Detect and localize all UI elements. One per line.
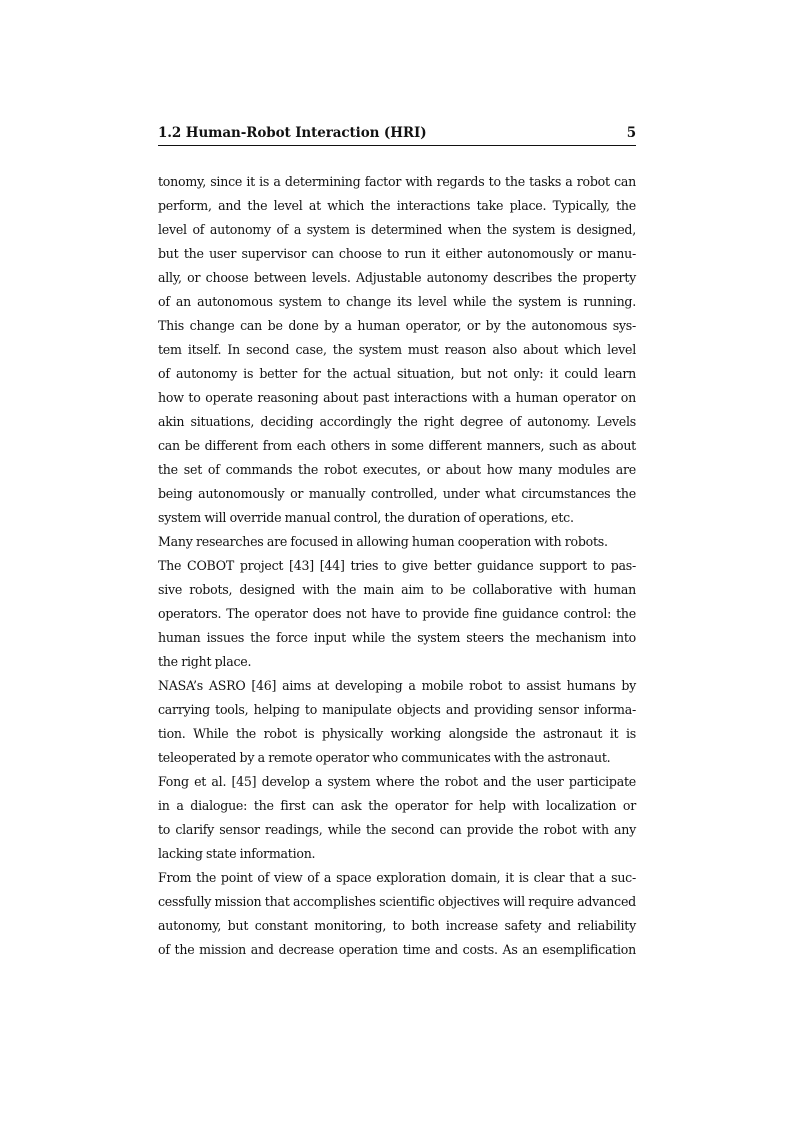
running-header: [158, 125, 636, 143]
text-line: carrying tools, helping to manipulate objects and providing sensor informa-: [158, 702, 636, 717]
text-line: of autonomy is better for the actual situation, but not only: it could learn: [158, 366, 636, 381]
text-line: the set of commands the robot executes, or about how many modules are: [158, 462, 636, 477]
text-line: tonomy, since it is a determining factor with regards to the tasks a robot can: [158, 174, 636, 189]
text-line: cessfully mission that accomplishes scientific objectives will require advanced: [158, 894, 636, 909]
text-line: tion. While the robot is physically working alongside the astronaut it is: [158, 726, 636, 741]
text-line: can be different from each others in some different manners, such as about: [158, 438, 636, 453]
text-line: perform, and the level at which the interactions take place. Typically, the: [158, 198, 636, 213]
text-line: level of autonomy of a system is determined when the system is designed,: [158, 222, 636, 237]
text-line: lacking state information.: [158, 846, 316, 861]
text-line: teleoperated by a remote operator who communicates with the astronaut.: [158, 750, 611, 765]
header-rule: [158, 145, 636, 146]
text-line: system will override manual control, the duration of operations, etc.: [158, 510, 574, 525]
text-line: NASA’s ASRO [46] aims at developing a mobile robot to assist humans by: [158, 678, 636, 693]
section-title: 1.2 Human-Robot Interaction (HRI): [158, 125, 427, 141]
text-line: being autonomously or manually controlled, under what circumstances the: [158, 486, 636, 501]
text-line: in a dialogue: the first can ask the operator for help with localization or: [158, 798, 636, 813]
page-number: 5: [626, 125, 636, 141]
text-line: Fong et al. [45] develop a system where the robot and the user participate: [158, 774, 636, 789]
text-line: The COBOT project [43] [44] tries to give better guidance support to pas-: [158, 558, 636, 573]
body-text: [158, 170, 636, 962]
text-line: human issues the force input while the system steers the mechanism into: [158, 630, 636, 645]
text-line: This change can be done by a human operator, or by the autonomous sys-: [158, 318, 636, 333]
text-line: autonomy, but constant monitoring, to both increase safety and reliability: [158, 918, 636, 933]
text-line: tem itself. In second case, the system must reason also about which level: [158, 342, 636, 357]
text-line: to clarify sensor readings, while the second can provide the robot with any: [158, 822, 636, 837]
text-line: how to operate reasoning about past interactions with a human operator on: [158, 390, 636, 405]
text-line: of the mission and decrease operation time and costs. As an esemplification: [158, 942, 636, 957]
text-line: but the user supervisor can choose to run it either autonomously or manu-: [158, 246, 636, 261]
text-line: akin situations, deciding accordingly the right degree of autonomy. Levels: [158, 414, 636, 429]
text-line: sive robots, designed with the main aim to be collaborative with human: [158, 582, 636, 597]
text-line: ally, or choose between levels. Adjustable autonomy describes the property: [158, 270, 636, 285]
text-line: the right place.: [158, 654, 252, 669]
text-line: From the point of view of a space exploration domain, it is clear that a suc-: [158, 870, 636, 885]
text-line: Many researches are focused in allowing human cooperation with robots.: [158, 534, 608, 549]
text-line: operators. The operator does not have to provide fine guidance control: the: [158, 606, 636, 621]
text-line: of an autonomous system to change its level while the system is running.: [158, 294, 636, 309]
